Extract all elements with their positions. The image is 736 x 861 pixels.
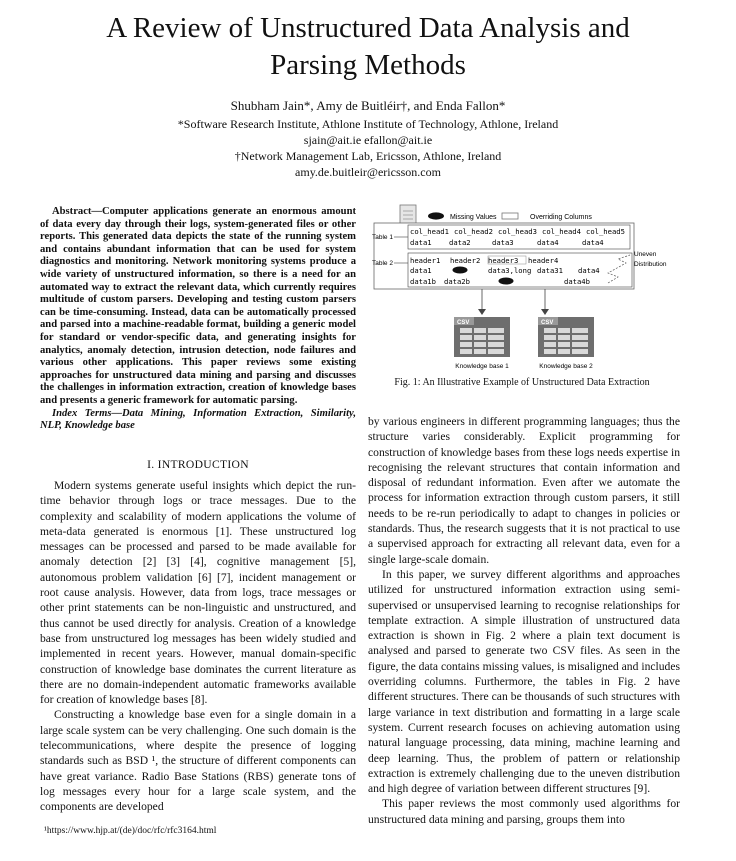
kb2-label: Knowledge base 2 (539, 363, 593, 370)
abstract-text: Abstract—Computer applications generate an enormous amount of data every day through their logs, system-generated files or other reports. This generated data depicts the state of the running system and contains abundant information that can be used for system diagnostics and monitoring. Network monitoring systems produce a wide variety of unstructured information, so there is a need for an automated way to extract the relevant data, which currently requires multitude of custom parsers. Developing and testing custom parsers can be time-consuming. Instead, data can be automatically processed and parsed into a machine-readable format, building a generic model for standard or vendor-specific data, and generating insights for analytics, anomaly detection, intrusion detection, node failures and various other applications. This paper reviews some existing approaches for unstructured data mining and parsing and discusses the challenges in information extraction, creation of knowledge bases and presents a generic framework for automatic parsing. (40, 206, 356, 406)
column-1-body (40, 478, 356, 815)
paper-title (0, 10, 736, 84)
missing-value-marker (453, 267, 468, 274)
t1-cell-1: data1 (410, 238, 432, 247)
section-heading: I. INTRODUCTION (147, 458, 249, 471)
t2-r1-cell-2: data3,long (488, 266, 532, 275)
figure-diagram (372, 203, 672, 378)
col2-paragraph-3: This paper reviews the most commonly used algorithms for unstructured data mining and parsing, groups them into (368, 797, 680, 826)
figure-caption: Fig. 1: An Illustrative Example of Unstructured Data Extraction (394, 377, 650, 388)
intro-paragraph-1: Modern systems generate useful insights which depict the run-time behavior through logs or trace messages. Due to the complexity and scalability of modern applications the volume of meta-data generated is enormous [1]. These unstructured log messages can be processed and parsed to be made available for anomaly detection [2] [3] [4], cognitive management [5], autonomous problem validation [6] [7], incident management or root cause analysis. However, data from logs, trace messages or other print statements can be non-linguistic and unstructured, and thus cannot be used directly for analysis. Creation of a knowledge base from unstructured log messages has been widely studied and implemented in recent years. However, manual domain-specific construction of knowledge base dominates the current literature as there are no domain-independent automatic frameworks available for creation of knowledge bases [8]. (40, 479, 356, 707)
t1-cell-4: data4 (537, 238, 559, 247)
affiliation-1: *Software Research Institute, Athlone Institute of Technology, Athlone, Ireland (177, 117, 559, 131)
t1-header-3: col_head3 (498, 227, 537, 236)
csv-file-icon-2 (538, 317, 594, 357)
authors: Shubham Jain*, Amy de Buitléir†, and Enda Fallon* (230, 98, 506, 113)
t1-cell-5: data4 (582, 238, 604, 247)
t1-header-5: col_head5 (586, 227, 625, 236)
email-1: sjain@ait.ie efallon@ait.ie (303, 133, 433, 147)
email-2: amy.de.buitleir@ericsson.com (295, 165, 441, 179)
t1-header-2: col_head2 (454, 227, 493, 236)
footnote: ¹https://www.hjp.at/(de)/doc/rfc/rfc3164.html (44, 826, 217, 836)
csv-file-icon-1 (454, 317, 510, 357)
legend-missing: Missing Values (450, 214, 497, 221)
distribution-label: Distribution (634, 261, 667, 268)
kb1-label: Knowledge base 1 (455, 363, 509, 370)
title-line-1: A Review of Unstructured Data Analysis and (106, 12, 630, 44)
table2-label: Table 2 (372, 260, 393, 267)
table1-label: Table 1 (372, 234, 393, 241)
t1-cell-2: data2 (449, 238, 471, 247)
affiliation-2: †Network Management Lab, Ericsson, Athlone, Ireland (234, 149, 502, 163)
t2-r2-cell-1: data1b (410, 277, 436, 286)
document-icon (400, 205, 416, 225)
overriding-legend-icon (502, 213, 518, 219)
t2-r1-cell-4: data4 (578, 266, 600, 275)
t2-r2-cell-3: data4b (564, 277, 590, 286)
missing-values-legend-icon (428, 212, 444, 219)
t2-header-1: header1 (410, 256, 441, 265)
t1-cell-3: data3 (492, 238, 514, 247)
svg-text:CSV: CSV (457, 320, 470, 326)
col2-paragraph-1: by various engineers in different programming languages; thus the structure varies considerably. Explicit programming for construction of knowledge bases from these logs needs expertise in recognising the relevant structures that contain information and disposal of redundant information. Even after we automate the process for information extraction through custom parsers, it still needs to be re-run periodically to adapt to changes in policies or standards. Thus, the research suggests that it is not practical to use a supervised approach for extracting all relevant data, even for a single large-scale domain. (368, 415, 680, 566)
t2-header-3: header3 (488, 256, 519, 265)
abstract-block (40, 206, 356, 433)
title-line-2: Parsing Methods (270, 49, 466, 81)
intro-paragraph-2: Constructing a knowledge base even for a single domain in a large scale system can be very challenging. One such domain is the telecommunications, where despite the presence of logging standards such as BSD ¹, the structure of different components can have great variance. Radio Base Stations (RBS) generate tons of log messages every hour for a large scale system, and the components are developed (40, 708, 356, 814)
t2-header-4: header4 (528, 256, 559, 265)
column-2-body (368, 414, 680, 827)
missing-value-marker (499, 278, 514, 285)
t1-header-1: col_head1 (410, 227, 449, 236)
t2-r1-cell-3: data31 (537, 266, 563, 275)
col2-paragraph-2: In this paper, we survey different algorithms and approaches utilized for unstructured information extraction using semi-supervised or unsupervised learning to recognise relationships for template extraction. A simple illustration of unstructured data extraction is shown in Fig. 2 where a plain text document is analysed and parsed to generate two CSV files. As seen in the figure, the data contains missing values, is misaligned and includes overriding columns. Furthermore, the tables in Fig. 2 have different structures. There can be thousands of such structures with large variance in text distribution and formatting in a large scale system. Current research focuses on achieving automation using natural language processing, data mining, machine learning and deep learning. Thus, the problem of pattern or relationship extraction is extremely challenging due to the uneven distribution and high degree of variation between different structures [9]. (368, 567, 680, 796)
t1-header-4: col_head4 (542, 227, 581, 236)
legend-overriding: Overriding Columns (530, 214, 592, 221)
t2-r1-cell-1: data1 (410, 266, 432, 275)
svg-text:CSV: CSV (541, 320, 554, 326)
t2-header-2: header2 (450, 256, 481, 265)
index-terms: Index Terms—Data Mining, Information Extraction, Similarity, NLP, Knowledge base (40, 407, 356, 432)
uneven-label: Uneven (634, 251, 657, 258)
t2-r2-cell-2: data2b (444, 277, 470, 286)
